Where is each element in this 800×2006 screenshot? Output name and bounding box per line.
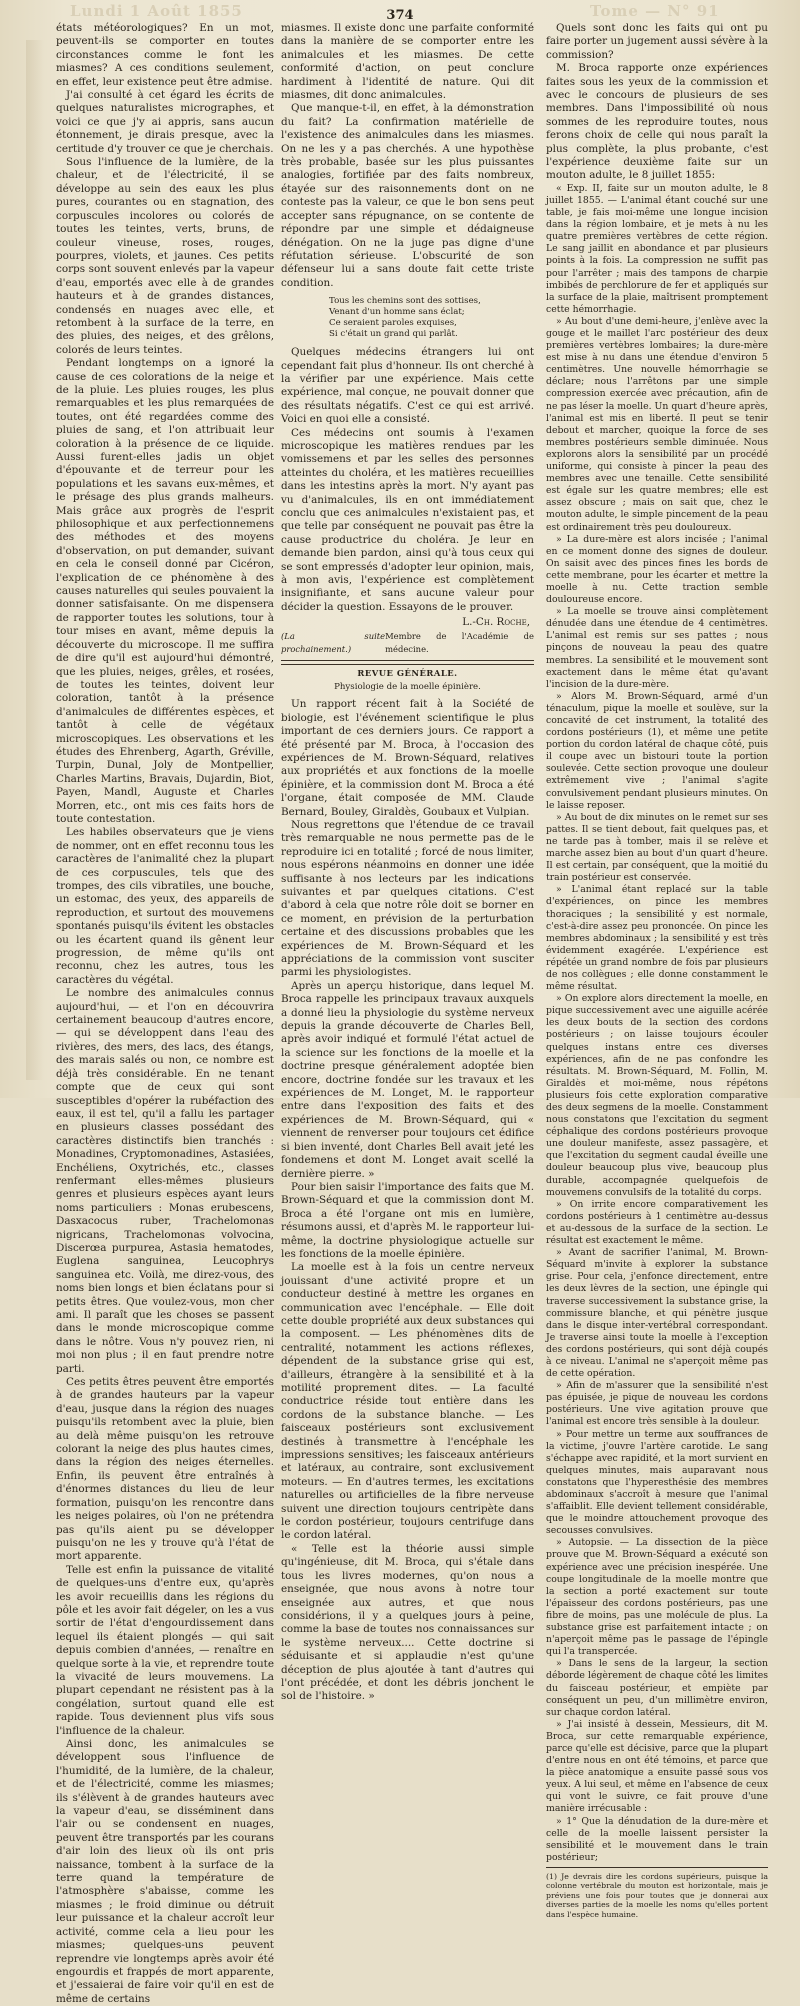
paragraph: » On irrite encore comparativement les cordons postérieurs à 1 centimètre au-dessus et au-dessous de la surface de la section. Le résultat est exactement le même.: [546, 1198, 768, 1247]
section-subtitle: Physiologie de la moelle épinière.: [334, 681, 481, 692]
paragraph: » L'animal étant replacé sur la table d'expériences, on pince les membres thoraciques ; la sensibilité y est normale, c'est-à-dire assez peu prononcée. On pince les membres abdominaux ; la sensibilité y est très évidemment exagérée. L'expérience est répétée un grand nombre de fois par plusieurs de nos collègues ; elle donne constamment le même résultat.: [546, 884, 768, 993]
paragraph: Quels sont donc les faits qui ont pu faire porter un jugement aussi sévère à la commission?: [546, 22, 768, 61]
paragraph: » Pour mettre un terme aux souffrances de la victime, j'ouvre l'artère carotide. Le sang s'échappe avec rapidité, et la mort survient en quelques minutes, mais auparavant nous constatons que l'hyperesthésie des membres abdominaux s'accroît à mesure que l'animal s'affaiblit. Elle devient tellement considérable, que le moindre attouchement provoque des secousses convulsives.: [546, 1428, 768, 1537]
column-2: [281, 22, 534, 1703]
bleed-through-header-left: Lundi 1 Août 1855: [70, 2, 243, 20]
paragraph: « Exp. II, faite sur un mouton adulte, le 8 juillet 1855. — L'animal étant couché sur une table, je fais moi-même une longue incision dans la région lombaire, et je mets à nu les quatre premières vertèbres de cette région. Le sang jaillit en abondance et par plusieurs points à la fois. La compression ne suffit pas pour l'arrêter ; mais des tampons de charpie imbibés de perchlorure de fer et appliqués sur la surface de la plaie, maîtrisent promptement cette hémorrhagie.: [546, 182, 768, 315]
author-title: Membre de l'Académie de médecine.: [385, 630, 534, 655]
verse-line: Venant d'un homme sans éclat;: [329, 307, 465, 318]
paragraph: Après un aperçu historique, dans lequel M. Broca rappelle les principaux travaux auxquels a donné lieu la physiologie du système nerveux depuis la grande découverte de Charles Bell, après avoir indiqué et formulé l'état actuel de la science sur les fonctions de la moelle et la doctrine presque généralement adoptée bien encore, doctrine fondée sur les travaux et les expériences de M. Longet, M. le rapporteur entre dans l'exposition des faits et des expériences de M. Brown-Séquard, qui « viennent de renverser pour toujours cet édifice si bien inventé, dont Charles Bell avait jeté les fondemens et dont M. Longet avait scellé la dernière pierre. »: [281, 979, 534, 1180]
paragraph: » 1° Que la dénudation de la dure-mère et celle de la moelle laissent persister la sensibilité et le mouvement dans le train postérieur;: [546, 1815, 768, 1863]
paragraph: » Au bout de dix minutes on le remet sur ses pattes. Il se tient debout, fait quelques pas, et ne tarde pas à tomber, mais il se relève et marche assez bien au bout d'un quart d'heure. Il est certain, par conséquent, que la moitié du train postérieur est conservée.: [546, 811, 768, 884]
verse-line: Si c'était un grand qui parlât.: [329, 329, 458, 340]
paragraph: Telle est enfin la puissance de vitalité de quelques-uns d'entre eux, qu'après les avoir recueillis dans les régions du pôle et les avoir fait dégeler, on les a vus sortir de l'état d'engourdissement dans lequel ils étaient plongés — qui sait depuis combien d'années, — renaître en quelque sorte à la vie, et reprendre toute la vivacité de leurs mouvemens. La plupart cependant ne résistent pas à la congélation, surtout quand elle est rapide. Tous deviennent plus vifs sous l'influence de la chaleur.: [56, 1563, 274, 1737]
paragraph: Sous l'influence de la lumière, de la chaleur, et de l'électricité, il se développe au sein des eaux les plus pures, courantes ou en stagnation, des corpuscules incolores ou colorés de toutes les teintes, verts, bruns, de couleur vineuse, roses, rouges, pourpres, violets, et jaunes. Ces petits corps sont souvent enlevés par la vapeur d'eau, emportés avec elle à de grandes hauteurs et à de grandes distances, condensés en nuages avec elle, et retombent à la surface de la terre, en des pluies, des neiges, et des grêlons, colorés de leurs teintes.: [56, 156, 274, 356]
paragraph: « Telle est la théorie aussi simple qu'ingénieuse, dit M. Broca, qui s'étale dans tous les livres modernes, qu'on nous a enseignée, que nous avons à notre tour enseignée aux autres, et que nous considérions, il y a quelques jours à peine, comme la base de toutes nos connaissances sur le système nerveux.... Cette doctrine si séduisante et si applaudie n'est qu'une déception de plus ajoutée à tant d'autres qui l'ont précédée, et dont les débris jonchent le sol de l'histoire. »: [281, 1542, 534, 1703]
paragraph: Un rapport récent fait à la Société de biologie, est l'événement scientifique le plus important de ces derniers jours. Ce rapport a été présenté par M. Broca, à l'occasion des expériences de M. Brown-Séquard, relatives aux propriétés et aux fonctions de la moelle épinière, et la commission dont M. Broca a été l'organe, était composée de MM. Claude Bernard, Bouley, Giraldès, Goubaux et Vulpian.: [281, 698, 534, 818]
section-divider: [281, 660, 534, 661]
paragraph: » Dans le sens de la largeur, la section déborde légèrement de chaque côté les limites du faisceau postérieur, et empiète par conséquent un peu, d'un millimètre environ, sur chaque cordon latéral.: [546, 1658, 768, 1718]
author-signature: L.-Ch. Roche,: [462, 616, 530, 629]
paragraph: états météorologiques? En un mot, peuvent-ils se comporter en toutes circonstances comme le font les miasmes? A ces conditions seulement, en effet, leur existence peut être admise.: [56, 22, 274, 88]
paragraph: Quelques médecins étrangers lui ont cependant fait plus d'honneur. Ils ont cherché à la vérifier par une expérience. Mais cette expérience, mal conçue, ne pouvait donner que des résultats négatifs. C'est ce qui est arrivé. Voici en quoi elle a consisté.: [281, 346, 534, 426]
paragraph: Nous regrettons que l'étendue de ce travail très remarquable ne nous permette pas de le reproduire ici en totalité ; forcé de nous limiter, nous espérons néanmoins en donner une idée suffisante à nos lecteurs par les indications suivantes et par quelques citations. C'est d'abord à cela que notre rôle doit se borner en ce moment, en prévision de la perturbation certaine et des discussions probables que les expériences de M. Brown-Séquard et les appréciations de la commission vont susciter parmi les physiologistes.: [281, 818, 534, 979]
paragraph: » J'ai insisté à dessein, Messieurs, dit M. Broca, sur cette remarquable expérience, parce qu'elle est décisive, parce que la plupart d'entre nous en ont été témoins, et parce que la pièce anatomique a ensuite passé sous vos yeux. A lui seul, et même en l'absence de ceux qui vont le suivre, ce fait prouve d'une manière irrécusable :: [546, 1718, 768, 1815]
section-divider: [281, 664, 534, 665]
paragraph: Le nombre des animalcules connus aujourd'hui, — et l'on en découvrira certainement beaucoup d'autres encore, — qui se développent dans l'eau des rivières, des mers, des lacs, des étangs, des marais salés ou non, ce nombre est déjà très considérable. En ne tenant compte que de ceux qui sont susceptibles d'opérer la rubéfaction des eaux, il est tel, qu'il a fallu les partager en plusieurs classes possédant des caractères distinctifs bien tranchés : Monadines, Cryptomonadines, Astasiées, Enchéliens, Oxytrichés, etc., classes renfermant elles-mêmes plusieurs genres et plusieurs espèces ayant leurs noms particuliers : Monas erubescens, Dasxacocus ruber, Trachelomonas nigricans, Trachelomonas volvocina, Discerœa purpurea, Astasia hematodes, Euglena sanguinea, Leucophrys sanguinea etc. Voilà, me direz-vous, des noms bien longs et bien éclatans pour si petits êtres. Que voulez-vous, mon cher ami. Il paraît que les choses se passent dans le monde microscopique comme dans le nôtre. Vous n'y pouvez rien, ni moi non plus ; il en faut prendre notre parti.: [56, 987, 274, 1375]
paragraph: Pendant longtemps on a ignoré la cause de ces colorations de la neige et de la pluie. Les pluies rouges, les plus remarquables et les plus remarquées de toutes, ont été regardées comme des pluies de sang, et l'on attribuait leur coloration à la présence de ce liquide. Aussi furent-elles jadis un objet d'épouvante et de terreur pour les populations et les savans eux-mêmes, et le présage des plus grands malheurs. Mais grâce aux progrès de l'esprit philosophique et aux perfectionnemens des méthodes et des moyens d'observation, on put demander, suivant en cela le conseil donné par Cicéron, l'explication de ce phénomène à des causes naturelles qui seules pouvaient la donner satisfaisante. On me dispensera de rapporter toutes les solutions, tour à tour mises en avant, même depuis la découverte du microscope. Il me suffira de dire qu'il est aujourd'hui démontré, que les pluies, neiges, grêles, et rosées, de toutes les teintes, doivent leur coloration, tantôt à la présence d'animalcules de différentes espèces, et tantôt à celle de végétaux microscopiques. Les observations et les études des Ehrenberg, Agarth, Gréville, Turpin, Dunal, Joly de Montpellier, Charles Martins, Bravais, Dujardin, Biot, Payen, Mandl, Auguste et Charles Morren, etc., ont mis ces faits hors de toute contestation.: [56, 357, 274, 825]
continuation-note: (La suite prochainement.): [281, 630, 386, 655]
paragraph: » La dure-mère est alors incisée ; l'animal en ce moment donne des signes de douleur. On saisit avec des pinces fines les bords de cette membrane, pour les écarter et mettre la moelle à nu. Cette traction semble douloureuse encore.: [546, 533, 768, 606]
paragraph: » Au bout d'une demi-heure, j'enlève avec la gouge et le maillet l'arc postérieur des deux premières vertèbres lombaires; la dure-mère est mise à nu dans une étendue d'environ 5 centimètres. Une nouvelle hémorrhagie se déclare; nous l'arrêtons par une simple compression exercée avec précaution, afin de ne pas léser la moelle. Un quart d'heure après, l'animal est mis en liberté. Il peut se tenir debout et marcher, quoique la force de ses membres postérieurs semble diminuée. Nous explorons alors la sensibilité par un procédé uniforme, qui consiste à pincer la peau des membres avec une tenaille. Cette sensibilité est égale sur les quatre membres; elle est assez obscure ; mais on sait que, chez le mouton adulte, le simple pincement de la peau est ordinairement très peu douloureux.: [546, 315, 769, 533]
paragraph: Pour bien saisir l'importance des faits que M. Brown-Séquard et que la commission dont M. Broca a été l'organe ont mis en lumière, résumons aussi, et d'après M. le rapporteur lui-même, la doctrine physiologique actuelle sur les fonctions de la moelle épinière.: [281, 1180, 534, 1260]
paragraph: » On explore alors directement la moelle, en pique successivement avec une aiguille acérée les deux bouts de la section des cordons postérieurs ; on laisse toujours écouler quelques instans entre ces diverses expériences, afin de ne pas confondre les résultats. M. Brown-Séquard, M. Follin, M. Giraldès et moi-même, nous répétons plusieurs fois cette exploration comparative des deux segmens de la moelle. Constamment nous constatons que l'excitation du segment céphalique des cordons postérieurs provoque une douleur manifeste, assez passagère, et que l'excitation du segment caudal éveille une douleur beaucoup plus vive, beaucoup plus durable, accompagnée quelquefois de mouvemens convulsifs de la totalité du corps.: [546, 993, 768, 1198]
column-1: [56, 22, 274, 2005]
experiment-report: [546, 183, 768, 1864]
column-3: [546, 22, 769, 1919]
paragraph: J'ai consulté à cet égard les écrits de quelques naturalistes micrographes, et voici ce que j'y ai appris, sans aucun étonnement, je dirais presque, avec la certitude d'y trouver ce que je cherchais.: [56, 89, 274, 155]
footnote-divider: [546, 1867, 768, 1868]
page-number: 374: [386, 8, 414, 23]
verse-quotation: [329, 296, 534, 340]
paragraph: Les habiles observateurs que je viens de nommer, ont en effet reconnu tous les caractères de l'animalité chez la plupart de ces corpuscules, tels que des trompes, des cils vibratiles, une bouche, un estomac, des yeux, des appareils de reproduction, et surtout des mouvemens spontanés puisqu'ils évitent les obstacles ou les écartent quand ils gênent leur progression, de même qu'ils ont reconnu, chez les autres, tous les caractères du végétal.: [56, 826, 274, 986]
paper-edge-shadow: [26, 40, 44, 1080]
paragraph: » Avant de sacrifier l'animal, M. Brown-Séquard m'invite à explorer la substance grise. Pour cela, j'enfonce directement, entre les deux lèvres de la section, une épingle qui traverse successivement la substance grise, la commissure blanche, et qui pénètre jusque dans le disque inter-vertébral correspondant. Je traverse ainsi toute la moelle à l'exception des cordons postérieurs, qui sont déjà coupés à ce niveau. L'animal ne s'aperçoit même pas de cette opération.: [546, 1247, 768, 1380]
paragraph: Ces petits êtres peuvent être emportés à de grandes hauteurs par la vapeur d'eau, jusque dans la région des nuages puisqu'ils retombent avec la pluie, bien au delà même puisqu'on les retrouve colorant la neige des plus hautes cimes, dans la région des neiges éternelles. Enfin, ils peuvent être entraînés à d'énormes distances du lieu de leur formation, puisqu'on les rencontre dans les neiges polaires, où l'on ne prétendra pas qu'ils aient pu se développer puisqu'on ne les y trouve qu'à l'état de mort apparente.: [56, 1376, 274, 1563]
signature-row: [281, 630, 534, 657]
bleed-through-header-right: Tome — N° 91: [590, 2, 720, 20]
section-title: REVUE GÉNÉRALE.: [357, 668, 458, 679]
paragraph: » Autopsie. — La dissection de la pièce prouve que M. Brown-Séquard a exécuté son expérience avec une précision inespérée. Une coupe longitudinale de la moelle montre que la section a porté exactement sur toute l'épaisseur des cordons postérieurs, pas une fibre de moins, pas une molécule de plus. La substance grise est parfaitement intacte ; on n'aperçoit même pas le passage de l'épingle qui l'a transpercée.: [546, 1537, 768, 1658]
paragraph: » Afin de m'assurer que la sensibilité n'est pas épuisée, je pique de nouveau les cordons postérieurs. Une vive agitation prouve que l'animal est encore très sensible à la douleur.: [546, 1380, 768, 1428]
verse-line: Tous les chemins sont des sottises,: [329, 296, 481, 307]
paragraph: M. Broca rapporte onze expériences faites sous les yeux de la commission et avec le concours de plusieurs de ses membres. Dans l'impossibilité où nous sommes de les reproduire toutes, nous ferons choix de celle qui nous paraît la plus complète, la plus probante, c'est l'expérience deuxième faite sur un mouton adulte, le 8 juillet 1855:: [546, 62, 768, 182]
paragraph: Que manque-t-il, en effet, à la démonstration du fait? La confirmation matérielle de l'existence des animalcules dans les miasmes. On ne les y a pas cherchés. A une hypothèse très probable, basée sur les plus puissantes analogies, fortifiée par des faits nombreux, étayée sur des raisonnements dont on ne conteste pas la valeur, ce que le bon sens peut accepter sans répugnance, on se contente de répondre par une simple et dédaigneuse dénégation. On ne la juge pas digne d'une réfutation sérieuse. L'obscurité de son défenseur lui a sans doute fait cette triste condition.: [281, 102, 534, 289]
paragraph: » La moelle se trouve ainsi complètement dénudée dans une étendue de 4 centimètres. L'animal est remis sur ses pattes ; nous pinçons de nouveau la peau des quatre membres. La sensibilité et le mouvement sont exactement dans le même état qu'avant l'incision de la dure-mère.: [546, 606, 768, 690]
paragraph: miasmes. Il existe donc une parfaite conformité dans la manière de se comporter entre les animalcules et les miasmes. De cette conformité d'action, on peut conclure hardiment à l'identité de nature. Qui dit miasmes, dit donc animalcules.: [281, 22, 534, 102]
paragraph: » Alors M. Brown-Séquard, armé d'un ténaculum, pique la moelle et soulève, sur la concavité de cet instrument, la totalité des cordons postérieurs (1), et même une petite portion du cordon latéral de chaque côté, puis il coupe avec un bistouri toute la portion soulevée. Cette section provoque une douleur extrêmement vive ; l'animal s'agite convulsivement pendant plusieurs minutes. On le laisse reposer.: [546, 690, 768, 811]
paragraph: La moelle est à la fois un centre nerveux jouissant d'une activité propre et un conducteur destiné à mettre les organes en communication avec l'encéphale. — Elle doit cette double propriété aux deux substances qui la composent. — Les phénomènes dits de centralité, notamment les actions réflexes, dépendent de la substance grise qui est, d'ailleurs, étrangère à la sensibilité et à la motilité proprement dites. — La faculté conductrice réside tout entière dans les cordons de la substance blanche. — Les faisceaux postérieurs sont exclusivement destinés à transmettre à l'encéphale les impressions sensitives; les faisceaux antérieurs et latéraux, au contraire, sont exclusivement moteurs. — En d'autres termes, les excitations naturelles ou artificielles de la fibre nerveuse suivent une direction toujours centripète dans le cordon postérieur, toujours centrifuge dans le cordon latéral.: [281, 1261, 534, 1542]
paragraph: Ainsi donc, les animalcules se développent sous l'influence de l'humidité, de la lumière, de la chaleur, et de l'électricité, comme les miasmes; ils s'élèvent à de grandes hauteurs avec la vapeur d'eau, se disséminent dans l'air ou se condensent en nuages, peuvent être transportés par les courans d'air loin des lieux où ils ont pris naissance, tombent à la surface de la terre quand la température de l'atmosphère s'abaisse, comme les miasmes ; le froid diminue ou détruit leur puissance et la chaleur accroît leur activité, comme cela a lieu pour les miasmes; quelques-uns peuvent reprendre vie longtemps après avoir été engourdis et frappés de mort apparente, et j'essaierai de faire voir qu'il en est de même de certains: [56, 1738, 274, 2005]
footnote: (1) Je devrais dire les cordons supérieurs, puisque la colonne vertébrale du mouton est horizontale, mais je préviens une fois pour toutes que je donnerai aux diverses parties de la moelle les noms qu'elles portent dans l'espèce humaine.: [546, 1871, 768, 1919]
verse-line: Ce seraient paroles exquises,: [329, 318, 457, 329]
paragraph: Ces médecins ont soumis à l'examen microscopique les matières rendues par les vomissemens et par les selles des personnes atteintes du choléra, et les matières recueillies dans les intestins après la mort. N'y ayant pas vu d'animalcules, ils en ont immédiatement conclu que ces animalcules n'existaient pas, et que telle par conséquent ne pouvait pas être la cause productrice du choléra. Je leur en demande bien pardon, ainsi qu'à tous ceux qui se sont empressés d'adopter leur opinion, mais, à mon avis, l'expérience est complètement insignifiante, et sans aucune valeur pour décider la question. Essayons de le prouver.: [281, 426, 534, 613]
